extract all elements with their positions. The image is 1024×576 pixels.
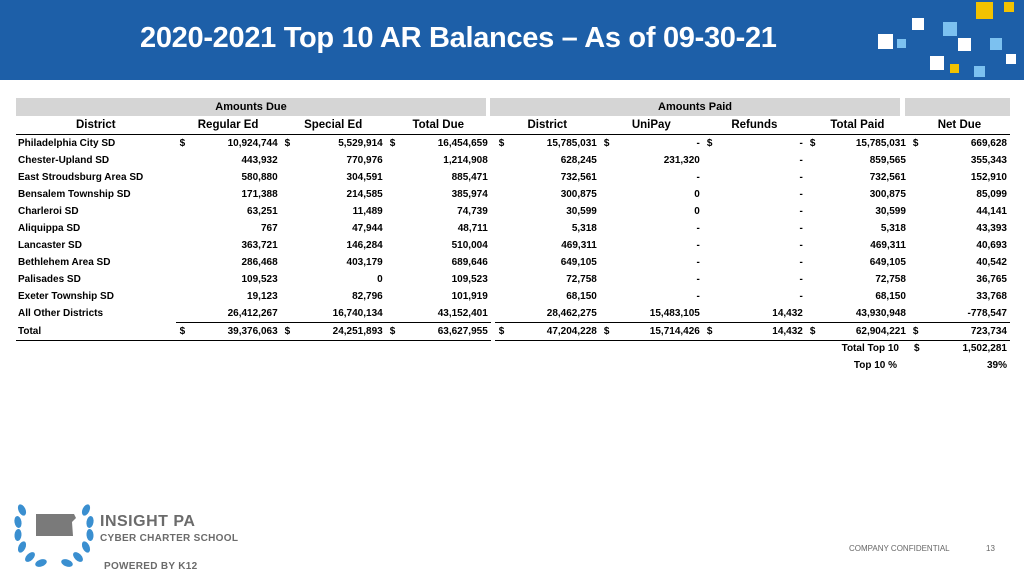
special-ed-value: 47,944 bbox=[352, 223, 383, 234]
net-due-value: 36,765 bbox=[976, 274, 1007, 285]
currency-sign bbox=[909, 237, 923, 254]
currency-sign bbox=[909, 288, 923, 305]
col-district: District bbox=[16, 116, 176, 135]
paid-district-value: 5,318 bbox=[571, 223, 597, 234]
currency-sign: $ bbox=[912, 138, 919, 149]
unipay-value: - bbox=[696, 291, 700, 302]
currency-sign bbox=[386, 271, 400, 288]
total-due-value: 510,004 bbox=[451, 240, 488, 251]
regular-ed-value: 109,523 bbox=[241, 274, 278, 285]
currency-sign: $ bbox=[706, 138, 713, 149]
currency-sign bbox=[806, 152, 820, 169]
currency-sign bbox=[600, 305, 614, 323]
currency-sign bbox=[176, 220, 190, 237]
currency-sign bbox=[806, 169, 820, 186]
district-name: Aliquippa SD bbox=[18, 223, 81, 234]
refunds-value: - bbox=[799, 138, 803, 149]
total-unipay-value: 15,714,426 bbox=[614, 323, 703, 341]
paid-district-value: 469,311 bbox=[561, 240, 597, 251]
district-name: East Stroudsburg Area SD bbox=[18, 172, 144, 183]
currency-sign: $ bbox=[281, 323, 295, 341]
currency-sign bbox=[495, 288, 509, 305]
currency-sign bbox=[909, 186, 923, 203]
footer-page-number: 13 bbox=[986, 544, 995, 553]
special-ed-value: 82,796 bbox=[352, 291, 383, 302]
footer-confidential: COMPANY CONFIDENTIAL bbox=[849, 544, 950, 553]
currency-sign bbox=[909, 305, 923, 323]
currency-sign bbox=[386, 186, 400, 203]
total-paid-value: 469,311 bbox=[870, 240, 906, 251]
currency-sign: $ bbox=[179, 138, 186, 149]
table-row bbox=[16, 203, 1010, 220]
currency-sign: $ bbox=[284, 138, 291, 149]
district-name: Palisades SD bbox=[18, 274, 81, 285]
paid-district-value: 300,875 bbox=[560, 189, 597, 200]
total-due-value: 16,454,659 bbox=[437, 138, 488, 149]
paid-district-value: 72,758 bbox=[566, 274, 597, 285]
special-ed-value: 304,591 bbox=[346, 172, 383, 183]
currency-sign bbox=[703, 254, 717, 271]
top10-label: Total Top 10 bbox=[841, 343, 899, 354]
col-net-due: Net Due bbox=[909, 116, 1010, 135]
district-name: All Other Districts bbox=[18, 308, 104, 320]
currency-sign bbox=[806, 305, 820, 323]
col-refunds: Refunds bbox=[703, 116, 806, 135]
currency-sign bbox=[703, 305, 717, 323]
net-due-value: 40,542 bbox=[976, 257, 1007, 268]
refunds-value: - bbox=[799, 172, 803, 183]
paid-district-value: 68,150 bbox=[566, 291, 597, 302]
refunds-value: - bbox=[799, 206, 803, 217]
total-row bbox=[16, 323, 1010, 341]
refunds-value: - bbox=[799, 189, 803, 200]
currency-sign bbox=[176, 186, 190, 203]
currency-sign bbox=[600, 220, 614, 237]
regular-ed-value: 443,932 bbox=[241, 155, 278, 166]
total-due-value: 1,214,908 bbox=[443, 155, 488, 166]
logo-subtitle: CYBER CHARTER SCHOOL bbox=[100, 533, 239, 544]
currency-sign bbox=[600, 169, 614, 186]
top10-pct-value: 39% bbox=[986, 360, 1007, 371]
currency-sign bbox=[600, 271, 614, 288]
district-name: Lancaster SD bbox=[18, 240, 82, 251]
total-total-due-value: 63,627,955 bbox=[400, 323, 491, 341]
currency-sign bbox=[495, 203, 509, 220]
net-due-value: 355,343 bbox=[970, 155, 1007, 166]
total-total-paid-value: 62,904,221 bbox=[820, 323, 909, 341]
net-due-value: 40,693 bbox=[976, 240, 1007, 251]
refunds-value: 14,432 bbox=[772, 308, 803, 319]
net-due-value: 44,141 bbox=[976, 206, 1007, 217]
net-due-value: 43,393 bbox=[976, 223, 1007, 234]
table-row bbox=[16, 254, 1010, 271]
top10-value: 1,502,281 bbox=[962, 343, 1007, 354]
paid-district-value: 628,245 bbox=[560, 155, 597, 166]
currency-sign bbox=[806, 237, 820, 254]
currency-sign bbox=[703, 152, 717, 169]
currency-sign bbox=[703, 169, 717, 186]
currency-sign bbox=[386, 254, 400, 271]
unipay-value: - bbox=[696, 138, 700, 149]
currency-sign bbox=[703, 186, 717, 203]
table-row bbox=[16, 152, 1010, 169]
currency-sign bbox=[806, 271, 820, 288]
page-title: 2020-2021 Top 10 AR Balances – As of 09-30-21 bbox=[140, 22, 777, 54]
currency-sign bbox=[176, 271, 190, 288]
currency-sign: $ bbox=[495, 323, 509, 341]
table-row bbox=[16, 186, 1010, 203]
regular-ed-value: 286,468 bbox=[241, 257, 278, 268]
column-header-row bbox=[16, 116, 1010, 135]
currency-sign: $ bbox=[806, 323, 820, 341]
total-paid-value: 732,561 bbox=[869, 172, 906, 183]
total-due-value: 101,919 bbox=[451, 291, 488, 302]
special-ed-value: 16,740,134 bbox=[332, 308, 383, 319]
total-paid-value: 859,565 bbox=[869, 155, 906, 166]
currency-sign: $ bbox=[603, 138, 610, 149]
top10-pct-label: Top 10 % bbox=[853, 360, 897, 371]
currency-sign bbox=[176, 288, 190, 305]
special-ed-value: 403,179 bbox=[346, 257, 383, 268]
currency-sign bbox=[703, 271, 717, 288]
currency-sign: $ bbox=[386, 323, 400, 341]
currency-sign bbox=[909, 152, 923, 169]
currency-sign bbox=[703, 220, 717, 237]
total-paid-district-value: 47,204,228 bbox=[509, 323, 600, 341]
amounts-paid-header: Amounts Paid bbox=[490, 98, 900, 116]
currency-sign bbox=[176, 152, 190, 169]
laurel-logo-icon bbox=[12, 496, 96, 570]
currency-sign bbox=[600, 152, 614, 169]
total-paid-value: 15,785,031 bbox=[855, 138, 906, 149]
unipay-value: - bbox=[696, 172, 700, 183]
currency-sign bbox=[176, 237, 190, 254]
currency-sign bbox=[600, 237, 614, 254]
total-paid-value: 300,875 bbox=[869, 189, 906, 200]
refunds-value: - bbox=[799, 223, 803, 234]
currency-sign: $ bbox=[176, 323, 190, 341]
currency-sign bbox=[600, 203, 614, 220]
currency-sign bbox=[386, 288, 400, 305]
total-paid-value: 30,599 bbox=[875, 206, 906, 217]
currency-sign bbox=[909, 271, 923, 288]
special-ed-value: 0 bbox=[377, 274, 383, 285]
total-due-value: 689,646 bbox=[451, 257, 488, 268]
currency-sign bbox=[386, 152, 400, 169]
table-row bbox=[16, 288, 1010, 305]
currency-sign bbox=[386, 203, 400, 220]
total-paid-value: 68,150 bbox=[875, 291, 906, 302]
currency-sign bbox=[495, 254, 509, 271]
currency-sign bbox=[495, 186, 509, 203]
district-name: Bethlehem Area SD bbox=[18, 257, 111, 268]
unipay-value: - bbox=[696, 223, 700, 234]
currency-sign bbox=[909, 254, 923, 271]
currency-sign bbox=[176, 305, 190, 323]
special-ed-value: 146,284 bbox=[346, 240, 383, 251]
currency-sign bbox=[281, 169, 295, 186]
currency-sign bbox=[703, 288, 717, 305]
currency-sign bbox=[386, 237, 400, 254]
paid-district-value: 732,561 bbox=[560, 172, 597, 183]
currency-sign bbox=[806, 288, 820, 305]
currency-sign bbox=[806, 203, 820, 220]
regular-ed-value: 363,721 bbox=[241, 240, 278, 251]
currency-sign bbox=[386, 220, 400, 237]
top10-currency: $ bbox=[914, 343, 920, 354]
total-due-value: 43,152,401 bbox=[437, 308, 488, 319]
currency-sign bbox=[281, 288, 295, 305]
currency-sign: $ bbox=[809, 138, 816, 149]
unipay-value: 231,320 bbox=[663, 155, 700, 166]
regular-ed-value: 63,251 bbox=[247, 206, 278, 217]
net-due-group-bar bbox=[905, 98, 1010, 116]
currency-sign bbox=[281, 152, 295, 169]
special-ed-value: 5,529,914 bbox=[338, 138, 383, 149]
col-total-due: Total Due bbox=[386, 116, 491, 135]
district-name: Philadelphia City SD bbox=[18, 138, 116, 149]
col-total-paid: Total Paid bbox=[806, 116, 909, 135]
table-row bbox=[16, 305, 1010, 323]
currency-sign bbox=[703, 237, 717, 254]
currency-sign bbox=[909, 203, 923, 220]
currency-sign bbox=[806, 220, 820, 237]
unipay-value: 0 bbox=[694, 206, 700, 217]
total-net-due-value: 723,734 bbox=[923, 323, 1010, 341]
refunds-value: - bbox=[799, 257, 803, 268]
total-regular-ed-value: 39,376,063 bbox=[190, 323, 281, 341]
total-due-value: 885,471 bbox=[451, 172, 488, 183]
paid-district-value: 28,462,275 bbox=[546, 308, 597, 319]
currency-sign: $ bbox=[389, 138, 396, 149]
total-special-ed-value: 24,251,893 bbox=[295, 323, 386, 341]
currency-sign bbox=[909, 169, 923, 186]
refunds-value: - bbox=[799, 274, 803, 285]
special-ed-value: 770,976 bbox=[346, 155, 383, 166]
currency-sign bbox=[176, 203, 190, 220]
district-name: Exeter Township SD bbox=[18, 291, 114, 302]
currency-sign bbox=[495, 237, 509, 254]
special-ed-value: 11,489 bbox=[352, 206, 383, 217]
table-body bbox=[16, 135, 1010, 341]
currency-sign bbox=[386, 169, 400, 186]
currency-sign bbox=[281, 254, 295, 271]
logo-title: INSIGHT PA bbox=[100, 513, 196, 530]
currency-sign: $ bbox=[703, 323, 717, 341]
currency-sign bbox=[600, 288, 614, 305]
paid-district-value: 30,599 bbox=[566, 206, 597, 217]
regular-ed-value: 10,924,744 bbox=[227, 138, 278, 149]
total-refunds-value: 14,432 bbox=[717, 323, 806, 341]
unipay-value: - bbox=[696, 240, 700, 251]
currency-sign bbox=[281, 186, 295, 203]
currency-sign bbox=[176, 254, 190, 271]
logo-powered-by: POWERED BY K12 bbox=[104, 561, 198, 572]
total-due-value: 48,711 bbox=[457, 223, 488, 234]
amounts-due-header: Amounts Due bbox=[16, 98, 486, 116]
unipay-value: 0 bbox=[694, 189, 700, 200]
currency-sign bbox=[281, 271, 295, 288]
total-label: Total bbox=[16, 323, 176, 341]
currency-sign bbox=[495, 305, 509, 323]
refunds-value: - bbox=[799, 291, 803, 302]
table-row bbox=[16, 237, 1010, 254]
currency-sign bbox=[806, 186, 820, 203]
currency-sign bbox=[495, 220, 509, 237]
net-due-value: 85,099 bbox=[976, 189, 1007, 200]
currency-sign bbox=[495, 271, 509, 288]
table-row bbox=[16, 135, 1010, 153]
total-due-value: 109,523 bbox=[451, 274, 488, 285]
col-paid-district: District bbox=[495, 116, 600, 135]
total-paid-value: 43,930,948 bbox=[855, 308, 906, 319]
currency-sign: $ bbox=[909, 323, 923, 341]
regular-ed-value: 171,388 bbox=[241, 189, 278, 200]
currency-sign bbox=[281, 220, 295, 237]
currency-sign: $ bbox=[498, 138, 505, 149]
regular-ed-value: 767 bbox=[260, 223, 278, 234]
currency-sign bbox=[806, 254, 820, 271]
total-paid-value: 649,105 bbox=[869, 257, 906, 268]
currency-sign bbox=[176, 169, 190, 186]
district-name: Charleroi SD bbox=[18, 206, 79, 217]
currency-sign bbox=[909, 220, 923, 237]
currency-sign bbox=[600, 186, 614, 203]
currency-sign bbox=[281, 305, 295, 323]
col-unipay: UniPay bbox=[600, 116, 703, 135]
refunds-value: - bbox=[799, 155, 803, 166]
net-due-value: 33,768 bbox=[976, 291, 1007, 302]
unipay-value: 15,483,105 bbox=[649, 308, 700, 319]
district-name: Bensalem Township SD bbox=[18, 189, 131, 200]
table-row bbox=[16, 271, 1010, 288]
unipay-value: - bbox=[696, 257, 700, 268]
special-ed-value: 214,585 bbox=[346, 189, 383, 200]
regular-ed-value: 26,412,267 bbox=[227, 308, 278, 319]
table-row bbox=[16, 169, 1010, 186]
currency-sign bbox=[281, 237, 295, 254]
total-paid-value: 5,318 bbox=[880, 223, 906, 234]
currency-sign bbox=[281, 203, 295, 220]
table-row bbox=[16, 220, 1010, 237]
currency-sign bbox=[703, 203, 717, 220]
district-name: Chester-Upland SD bbox=[18, 155, 110, 166]
currency-sign bbox=[495, 169, 509, 186]
paid-district-value: 15,785,031 bbox=[546, 138, 597, 149]
total-due-value: 385,974 bbox=[451, 189, 488, 200]
currency-sign bbox=[600, 254, 614, 271]
total-due-value: 74,739 bbox=[457, 206, 488, 217]
currency-sign: $ bbox=[600, 323, 614, 341]
total-paid-value: 72,758 bbox=[875, 274, 906, 285]
regular-ed-value: 580,880 bbox=[241, 172, 278, 183]
refunds-value: - bbox=[799, 240, 803, 251]
net-due-value: 669,628 bbox=[970, 138, 1007, 149]
col-special-ed: Special Ed bbox=[281, 116, 386, 135]
col-regular-ed: Regular Ed bbox=[176, 116, 281, 135]
net-due-value: 152,910 bbox=[970, 172, 1007, 183]
currency-sign bbox=[386, 305, 400, 323]
paid-district-value: 649,105 bbox=[560, 257, 597, 268]
currency-sign bbox=[495, 152, 509, 169]
unipay-value: - bbox=[696, 274, 700, 285]
regular-ed-value: 19,123 bbox=[247, 291, 278, 302]
ar-balances-table bbox=[16, 116, 1010, 341]
net-due-value: -778,547 bbox=[967, 308, 1007, 319]
